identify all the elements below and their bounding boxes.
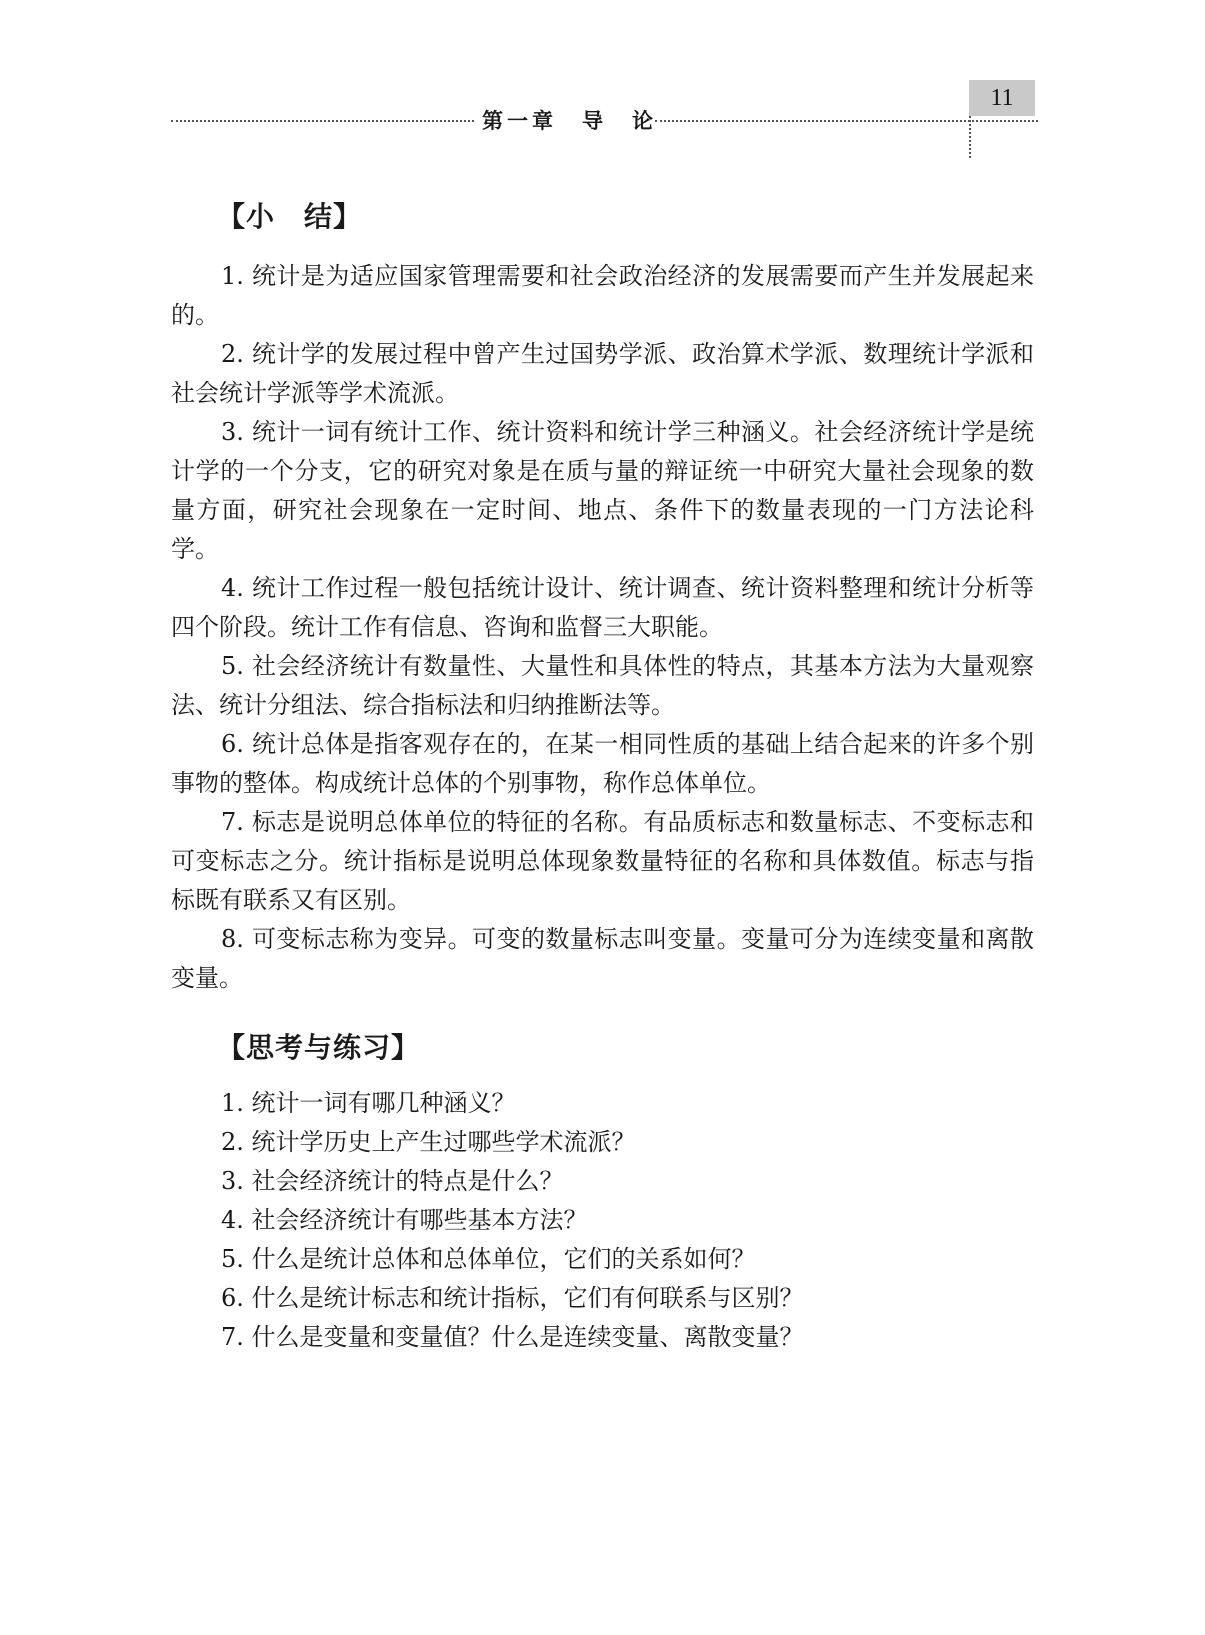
summary-paragraph: 1. 统计是为适应国家管理需要和社会政治经济的发展需要而产生并发展起来的。 xyxy=(171,262,1034,329)
exercise-question: 2. 统计学历史上产生过哪些学术流派？ xyxy=(221,1128,636,1156)
summary-paragraph: 7. 标志是说明总体单位的特征的名称。有品质标志和数量标志、不变标志和可变标志之分。统计指标是说明总体现象数量特征的名称和具体数值。标志与指标既有联系又有区别。 xyxy=(171,808,1034,914)
header-rule-left xyxy=(171,120,474,122)
summary-paragraph: 6. 统计总体是指客观存在的，在某一相同性质的基础上结合起来的许多个别事物的整体。构成统计总体的个别事物，称作总体单位。 xyxy=(171,730,1034,797)
exercise-question: 6. 什么是统计标志和统计指标，它们有何联系与区别？ xyxy=(221,1284,804,1312)
summary-paragraph: 2. 统计学的发展过程中曾产生过国势学派、政治算术学派、数理统计学派和社会统计学派等学术流派。 xyxy=(171,340,1034,407)
exercise-question: 7. 什么是变量和变量值？什么是连续变量、离散变量？ xyxy=(221,1323,804,1351)
header-rule-vertical xyxy=(969,116,971,158)
page-body xyxy=(171,195,1034,1357)
header-rule-right xyxy=(655,120,1038,122)
exercise-list xyxy=(171,1084,1034,1357)
exercise-question: 1. 统计一词有哪几种涵义？ xyxy=(221,1089,516,1117)
page-number: 11 xyxy=(969,80,1035,116)
exercise-question: 5. 什么是统计总体和总体单位，它们的关系如何？ xyxy=(221,1245,756,1273)
summary-paragraph: 4. 统计工作过程一般包括统计设计、统计调查、统计资料整理和统计分析等四个阶段。统计工作有信息、咨询和监督三大职能。 xyxy=(171,574,1034,641)
summary-paragraph: 3. 统计一词有统计工作、统计资料和统计学三种涵义。社会经济统计学是统计学的一个分支，它的研究对象是在质与量的辩证统一中研究大量社会现象的数量方面，研究社会现象在一定时间、地点、条件下的数量表现的一门方法论科学。 xyxy=(171,418,1034,563)
summary-paragraph: 5. 社会经济统计有数量性、大量性和具体性的特点，其基本方法为大量观察法、统计分组法、综合指标法和归纳推断法等。 xyxy=(171,652,1034,719)
exercise-question: 4. 社会经济统计有哪些基本方法？ xyxy=(221,1206,588,1234)
exercise-question: 3. 社会经济统计的特点是什么？ xyxy=(221,1167,564,1195)
chapter-title: 第一章 导 论 xyxy=(482,108,657,133)
summary-paragraph: 8. 可变标志称为变异。可变的数量标志叫变量。变量可分为连续变量和离散变量。 xyxy=(171,925,1034,992)
exercises-heading: 【思考与练习】 xyxy=(217,1031,421,1064)
summary-heading: 【小 结】 xyxy=(217,200,363,233)
